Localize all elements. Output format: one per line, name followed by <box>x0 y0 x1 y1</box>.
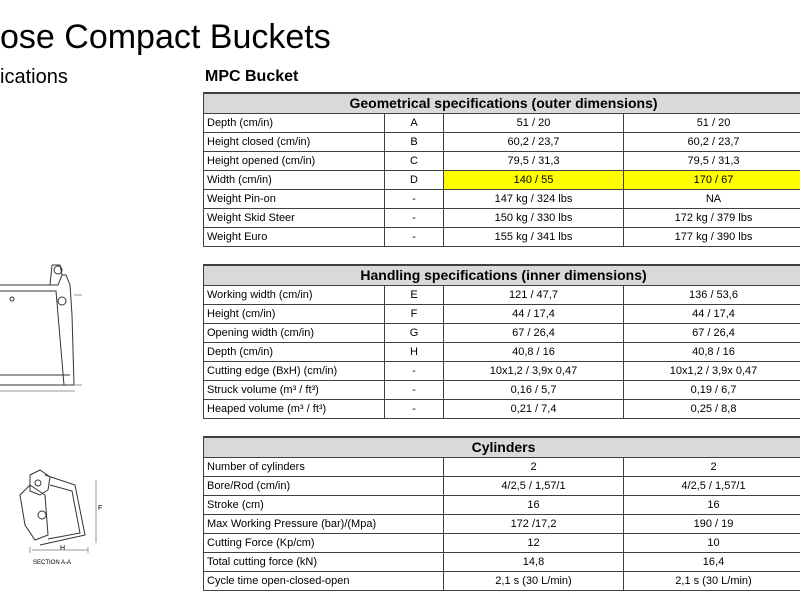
cell-value: 60,2 / 23,7 <box>444 133 624 152</box>
row-label: Height opened (cm/in) <box>204 152 385 171</box>
row-label: Height (cm/in) <box>204 305 385 324</box>
row-label: Weight Pin-on <box>204 190 385 209</box>
row-label: Number of cylinders <box>204 458 444 477</box>
cell-value: 44 / 17,4 <box>444 305 624 324</box>
cell-value: 147 kg / 324 lbs <box>444 190 624 209</box>
table-row <box>204 381 800 400</box>
row-label: Stroke (cm) <box>204 496 444 515</box>
row-label: Weight Euro <box>204 228 385 247</box>
cell-value: F <box>385 305 444 324</box>
table-row <box>204 534 800 553</box>
section-label: SECTION A-A <box>33 560 72 566</box>
table-row <box>204 343 800 362</box>
bucket-section-drawing <box>0 455 110 565</box>
cell-value: - <box>385 228 444 247</box>
cell-value: 177 kg / 390 lbs <box>624 228 800 247</box>
cell-value: 2 <box>624 458 800 477</box>
cell-value: H <box>385 343 444 362</box>
page-title: ose Compact Buckets <box>0 18 331 56</box>
cell-value: - <box>385 400 444 419</box>
row-label: Total cutting force (kN) <box>204 553 444 572</box>
cell-value: 44 / 17,4 <box>624 305 800 324</box>
row-label: Depth (cm/in) <box>204 343 385 362</box>
row-label: Cutting Force (Kp/cm) <box>204 534 444 553</box>
cell-value: - <box>385 190 444 209</box>
cell-value: 16,4 <box>624 553 800 572</box>
cell-value: 2 <box>444 458 624 477</box>
table-row <box>204 477 800 496</box>
dim-h-label: H <box>60 545 66 552</box>
cell-value: - <box>385 381 444 400</box>
product-label: MPC Bucket <box>205 68 299 85</box>
cell-value: 51 / 20 <box>444 114 624 133</box>
cell-value: E <box>385 286 444 305</box>
cell-value: D <box>385 171 444 190</box>
cell-value: 12 <box>444 534 624 553</box>
cell-value: G <box>385 324 444 343</box>
row-label: Cutting edge (BxH) (cm/in) <box>204 362 385 381</box>
dim-f-label: F <box>98 505 103 512</box>
table-row <box>204 228 800 247</box>
cell-value: 4/2,5 / 1,57/1 <box>624 477 800 496</box>
cell-value: 16 <box>624 496 800 515</box>
table-row <box>204 553 800 572</box>
cell-value: C <box>385 152 444 171</box>
cell-value: A <box>385 114 444 133</box>
row-label: Cycle time open-closed-open <box>204 572 444 591</box>
table-row <box>204 209 800 228</box>
cell-value: 40,8 / 16 <box>444 343 624 362</box>
cell-value: 2,1 s (30 L/min) <box>444 572 624 591</box>
cell-value: 10x1,2 / 3,9x 0,47 <box>624 362 800 381</box>
page-subtitle: ications <box>0 66 68 88</box>
cell-value: 79,5 / 31,3 <box>444 152 624 171</box>
row-label: Max Working Pressure (bar)/(Mpa) <box>204 515 444 534</box>
row-label: Opening width (cm/in) <box>204 324 385 343</box>
table-row <box>204 324 800 343</box>
bucket-side-drawing <box>0 255 90 405</box>
cell-value: 14,8 <box>444 553 624 572</box>
cell-value: 10 <box>624 534 800 553</box>
table-row <box>204 133 800 152</box>
geometrical-spec-table <box>203 92 800 247</box>
handling-spec-table <box>203 264 800 419</box>
cell-value: NA <box>624 190 800 209</box>
cell-value: 0,21 / 7,4 <box>444 400 624 419</box>
cell-value: 10x1,2 / 3,9x 0,47 <box>444 362 624 381</box>
cell-value: 51 / 20 <box>624 114 800 133</box>
cell-value: 190 / 19 <box>624 515 800 534</box>
cell-value: 67 / 26,4 <box>444 324 624 343</box>
cell-value: 172 /17,2 <box>444 515 624 534</box>
geometrical-heading: Geometrical specifications (outer dimensions) <box>204 93 800 114</box>
row-label: Weight Skid Steer <box>204 209 385 228</box>
cell-value: 170 / 67 <box>624 171 800 190</box>
table-row <box>204 362 800 381</box>
row-label: Width (cm/in) <box>204 171 385 190</box>
cell-value: 40,8 / 16 <box>624 343 800 362</box>
cell-value: 67 / 26,4 <box>624 324 800 343</box>
row-label: Depth (cm/in) <box>204 114 385 133</box>
table-row <box>204 286 800 305</box>
cell-value: - <box>385 362 444 381</box>
cell-value: B <box>385 133 444 152</box>
cylinders-table <box>203 436 800 591</box>
cell-value: 2,1 s (30 L/min) <box>624 572 800 591</box>
cell-value: 60,2 / 23,7 <box>624 133 800 152</box>
cell-value: - <box>385 209 444 228</box>
cell-value: 4/2,5 / 1,57/1 <box>444 477 624 496</box>
cell-value: 79,5 / 31,3 <box>624 152 800 171</box>
table-row <box>204 114 800 133</box>
table-row <box>204 171 800 190</box>
cell-value: 140 / 55 <box>444 171 624 190</box>
cell-value: 121 / 47,7 <box>444 286 624 305</box>
cell-value: 136 / 53,6 <box>624 286 800 305</box>
cell-value: 16 <box>444 496 624 515</box>
table-row <box>204 400 800 419</box>
cell-value: 0,16 / 5,7 <box>444 381 624 400</box>
table-row <box>204 190 800 209</box>
row-label: Heaped volume (m³ / ft³) <box>204 400 385 419</box>
row-label: Working width (cm/in) <box>204 286 385 305</box>
cell-value: 150 kg / 330 lbs <box>444 209 624 228</box>
table-row <box>204 515 800 534</box>
row-label: Struck volume (m³ / ft³) <box>204 381 385 400</box>
table-row <box>204 305 800 324</box>
table-row <box>204 572 800 591</box>
table-row <box>204 152 800 171</box>
cell-value: 155 kg / 341 lbs <box>444 228 624 247</box>
cell-value: 0,25 / 8,8 <box>624 400 800 419</box>
handling-heading: Handling specifications (inner dimensions) <box>204 265 800 286</box>
row-label: Bore/Rod (cm/in) <box>204 477 444 496</box>
table-row <box>204 496 800 515</box>
cell-value: 0,19 / 6,7 <box>624 381 800 400</box>
cylinders-heading: Cylinders <box>204 437 800 458</box>
row-label: Height closed (cm/in) <box>204 133 385 152</box>
cell-value: 172 kg / 379 lbs <box>624 209 800 228</box>
table-row <box>204 458 800 477</box>
